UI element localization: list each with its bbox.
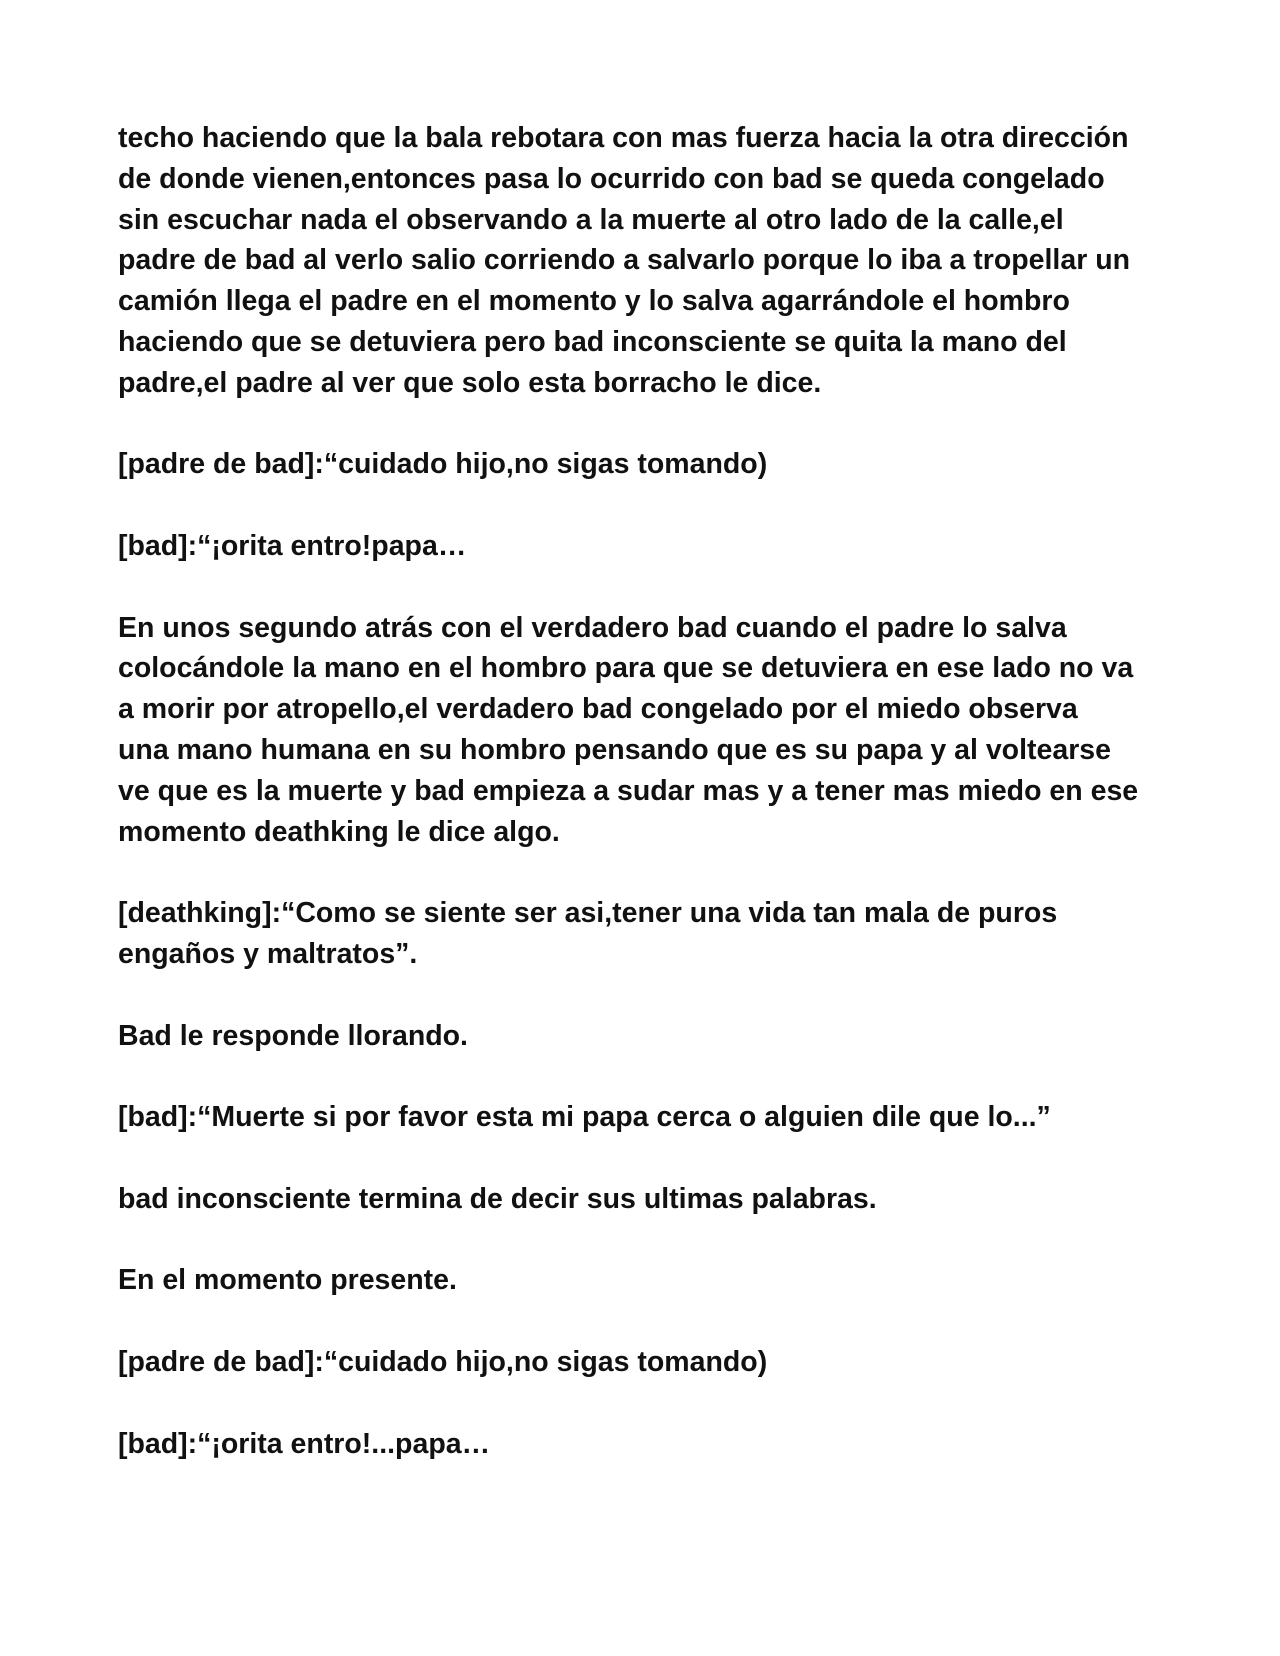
document-body: [118, 118, 1180, 1464]
dialogue-line: [bad]:“¡orita entro!...papa…: [118, 1427, 491, 1460]
narrative-line: Bad le responde llorando.: [118, 1019, 468, 1052]
narrative-line: bad inconsciente termina de decir sus ultimas palabras.: [118, 1182, 877, 1215]
narrative-paragraph: En unos segundo atrás con el verdadero bad cuando el padre lo salva colocándole la mano en el hombro para que se detuviera en ese lado no va a morir por atropello,el verdadero bad congelado por el miedo observa una mano humana en su hombro pensando que es su papa y al voltearse ve que es la muerte y bad empieza a sudar mas y a tener mas miedo en ese momento deathking le dice algo.: [118, 611, 1139, 848]
dialogue-line: [bad]:“¡orita entro!papa…: [118, 529, 467, 562]
dialogue-line: [padre de bad]:“cuidado hijo,no sigas tomando): [118, 1345, 768, 1378]
narrative-paragraph: techo haciendo que la bala rebotara con mas fuerza hacia la otra dirección de donde vienen,entonces pasa lo ocurrido con bad se queda congelado sin escuchar nada el observando a la muerte al otro lado de la calle,el padre de bad al verlo salio corriendo a salvarlo porque lo iba a tropellar un camión llega el padre en el momento y lo salva agarrándole el hombro haciendo que se detuviera pero bad inconsciente se quita la mano del padre,el padre al ver que solo esta borracho le dice.: [118, 122, 1131, 399]
dialogue-line: [bad]:“Muerte si por favor esta mi papa cerca o alguien dile que lo...”: [118, 1101, 1051, 1134]
narrative-line: En el momento presente.: [118, 1264, 457, 1297]
dialogue-line: [deathking]:“Como se siente ser asi,tener una vida tan mala de puros engaños y maltratos”.: [118, 897, 1058, 970]
dialogue-line: [padre de bad]:“cuidado hijo,no sigas tomando): [118, 448, 768, 481]
